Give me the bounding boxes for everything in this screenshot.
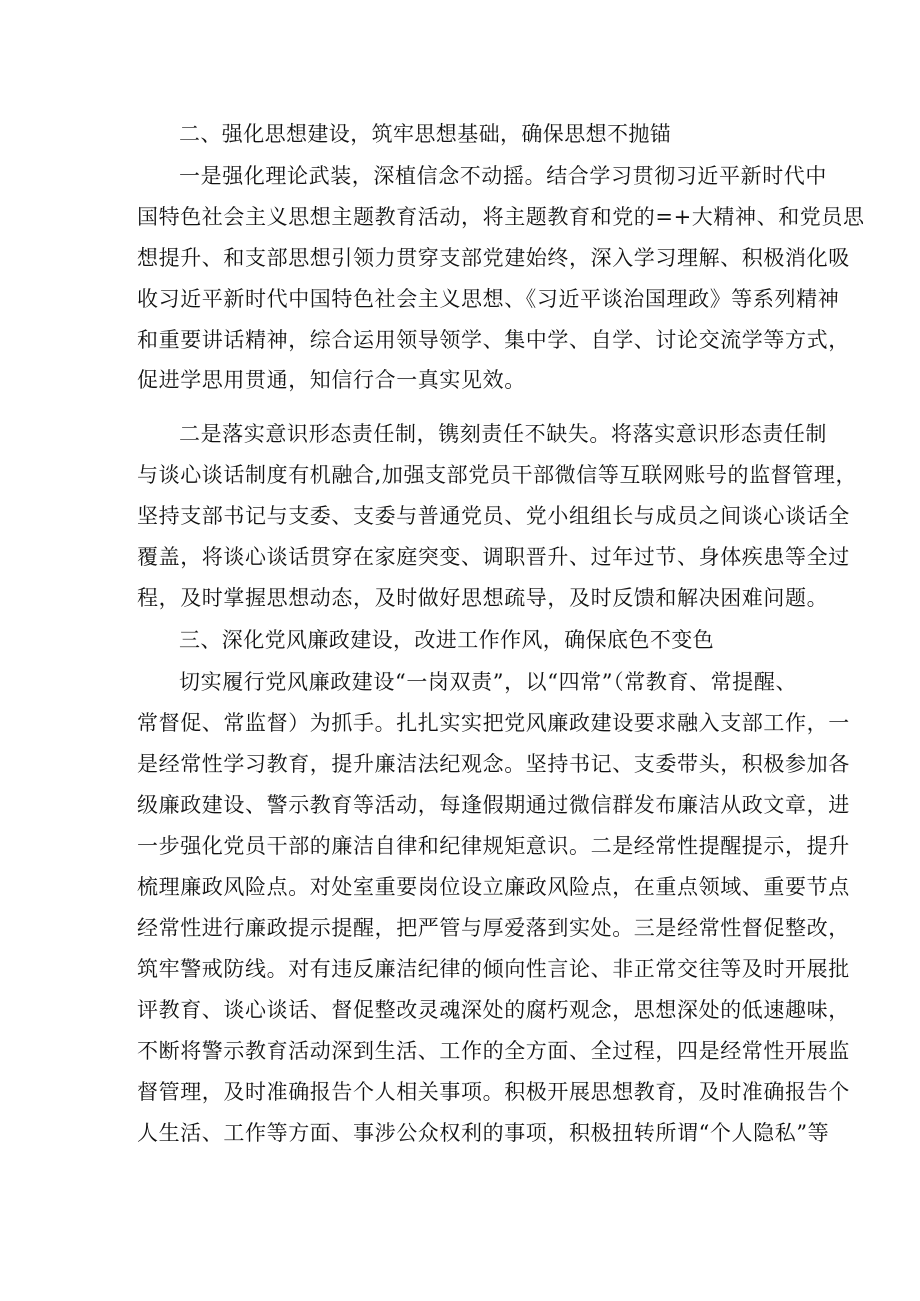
paragraph-line: 经常性进行廉政提示提醒，把严管与厚爱落到实处。三是经常性督促整改，	[137, 916, 850, 940]
paragraph-line: 常督促、常监督）为抓手。扎扎实实把党风廉政建设要求融入支部工作，一	[137, 711, 850, 735]
paragraph-line: 坚持支部书记与支委、支委与普通党员、党小组组长与成员之间谈心谈话全	[137, 504, 850, 528]
paragraph-line: 收习近平新时代中国特色社会主义思想、《习近平谈治国理政》等系列精神	[137, 287, 840, 311]
paragraph-line: 二是落实意识形态责任制，镌刻责任不缺失。将落实意识形态责任制	[179, 422, 827, 446]
paragraph-line: 国特色社会主义思想主题教育活动，将主题教育和党的=+大精神、和党员思	[137, 205, 865, 229]
section-heading-3: 三、深化党风廉政建设，改进工作作风，确保底色不变色	[179, 628, 714, 652]
paragraph-line: 督管理，及时准确报告个人相关事项。积极开展思想教育，及时准确报告个	[137, 1080, 850, 1104]
paragraph-line: 是经常性学习教育，提升廉洁法纪观念。坚持书记、支委带头，积极参加各	[137, 752, 850, 776]
paragraph-line: 程，及时掌握思想动态，及时做好思想疏导，及时反馈和解决困难问题。	[137, 586, 829, 610]
paragraph-line: 一步强化党员干部的廉洁自律和纪律规矩意识。二是经常性提醒提示，提升	[137, 834, 850, 858]
paragraph-line: 想提升、和支部思想引领力贯穿支部党建始终，深入学习理解、积极消化吸	[137, 246, 850, 270]
paragraph-line: 和重要讲话精神，综合运用领导领学、集中学、自学、讨论交流学等方式，	[137, 328, 850, 352]
paragraph-line: 与谈心谈话制度有机融合,加强支部党员干部微信等互联网账号的监督管理，	[137, 463, 858, 487]
paragraph-line: 人生活、工作等方面、事涉公众权利的事项，积极扭转所谓“个人隐私”等	[137, 1121, 830, 1145]
paragraph-line: 切实履行党风廉政建设“一岗双责”，以“四常”（常教育、常提醒、	[179, 670, 798, 694]
paragraph-line: 促进学思用贯通，知信行合一真实见效。	[137, 368, 526, 392]
section-heading-2: 二、强化思想建设，筑牢思想基础，确保思想不抛锚	[179, 122, 672, 146]
paragraph-line: 级廉政建设、警示教育等活动，每逢假期通过微信群发布廉洁从政文章，进	[137, 793, 850, 817]
paragraph-line: 不断将警示教育活动深到生活、工作的全方面、全过程，四是经常性开展监	[137, 1039, 850, 1063]
paragraph-line: 一是强化理论武装，深植信念不动摇。结合学习贯彻习近平新时代中	[179, 164, 827, 188]
paragraph-line: 覆盖，将谈心谈话贯穿在家庭突变、调职晋升、过年过节、身体疾患等全过	[137, 545, 850, 569]
paragraph-line: 筑牢警戒防线。对有违反廉洁纪律的倾向性言论、非正常交往等及时开展批	[137, 957, 850, 981]
paragraph-line: 梳理廉政风险点。对处室重要岗位设立廉政风险点，在重点领域、重要节点	[137, 875, 850, 899]
paragraph-line: 评教育、谈心谈话、督促整改灵魂深处的腐朽观念，思想深处的低速趣味，	[137, 998, 850, 1022]
